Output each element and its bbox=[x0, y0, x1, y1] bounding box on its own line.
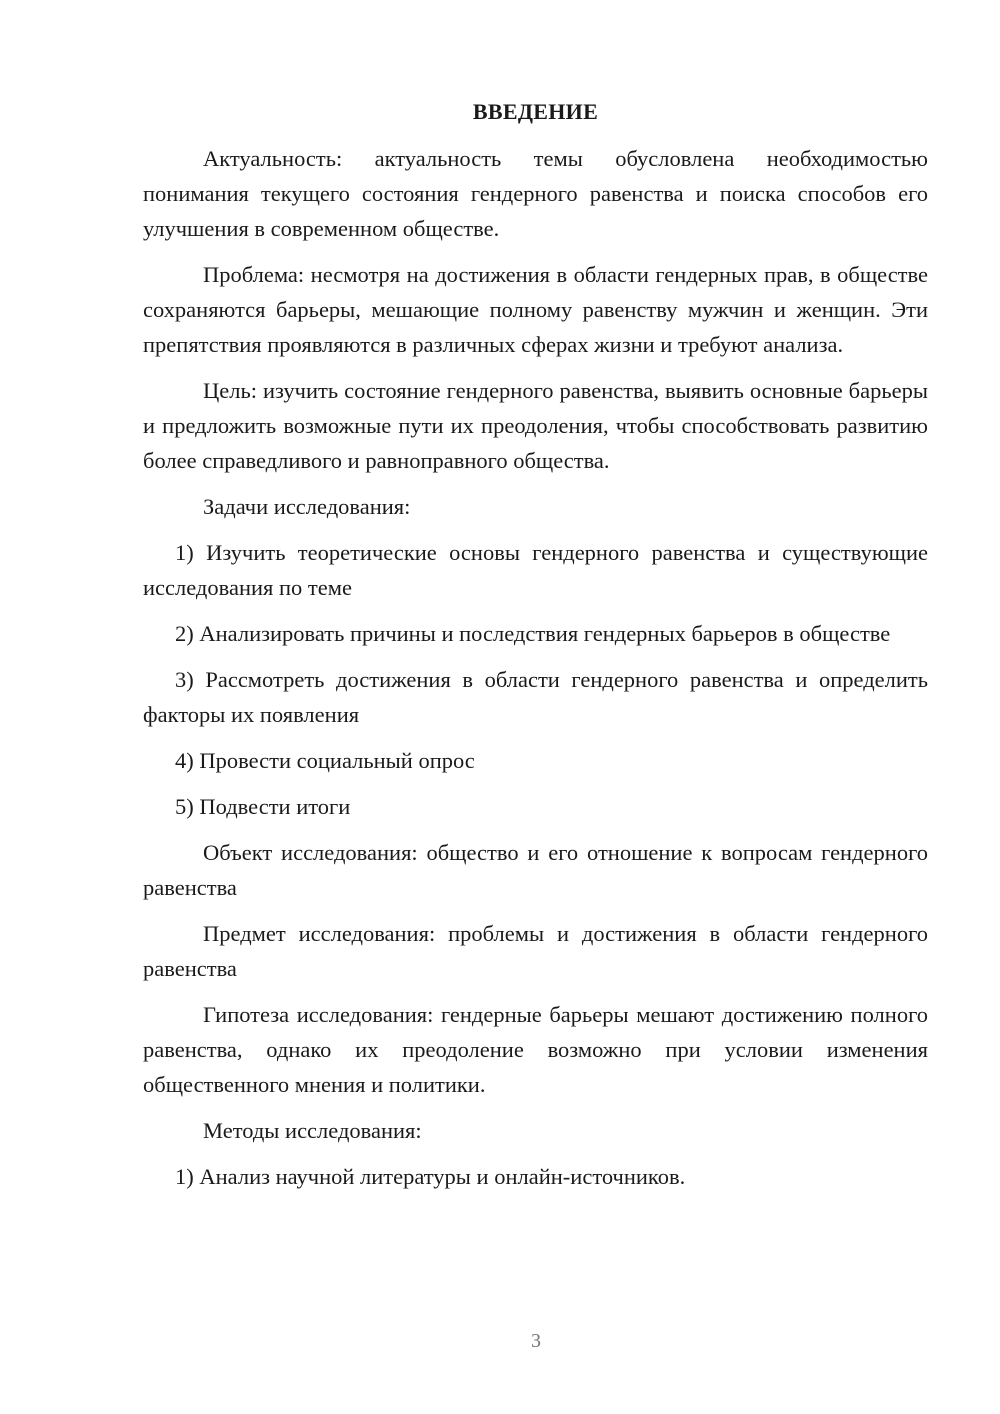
page-number: 3 bbox=[531, 1330, 541, 1352]
task-item-2: 2) Анализировать причины и последствия гендерных барьеров в обществе bbox=[175, 621, 891, 646]
object-paragraph: Объект исследования: общество и его отношение к вопросам гендерного равенства bbox=[143, 840, 928, 900]
task-item-4: 4) Провести социальный опрос bbox=[175, 748, 475, 773]
task-item-3: 3) Рассмотреть достижения в области гендерного равенства и определить факторы их появления bbox=[143, 667, 928, 727]
relevance-paragraph: Актуальность: актуальность темы обусловлена необходимостью понимания текущего состояния гендерного равенства и поиска способов его улучшения в современном обществе. bbox=[143, 146, 928, 241]
subject-paragraph: Предмет исследования: проблемы и достижения в области гендерного равенства bbox=[143, 921, 928, 981]
goal-paragraph: Цель: изучить состояние гендерного равенства, выявить основные барьеры и предложить возможные пути их преодоления, чтобы способствовать развитию более справедливого и равноправного общества. bbox=[143, 378, 928, 473]
tasks-title: Задачи исследования: bbox=[203, 494, 411, 519]
methods-title: Методы исследования: bbox=[203, 1118, 422, 1143]
task-item-5: 5) Подвести итоги bbox=[175, 794, 351, 819]
section-heading: ВВЕДЕНИЕ bbox=[472, 99, 599, 124]
hypothesis-paragraph: Гипотеза исследования: гендерные барьеры мешают достижению полного равенства, однако их преодоление возможно при условии изменения общественного мнения и политики. bbox=[143, 1002, 928, 1097]
page-content bbox=[143, 94, 928, 1205]
method-item-1: 1) Анализ научной литературы и онлайн-источников. bbox=[175, 1164, 686, 1189]
task-item-1: 1) Изучить теоретические основы гендерного равенства и существующие исследования по теме bbox=[143, 540, 928, 600]
problem-paragraph: Проблема: несмотря на достижения в области гендерных прав, в обществе сохраняются барьеры, мешающие полному равенству мужчин и женщин. Эти препятствия проявляются в различных сферах жизни и требуют анализа. bbox=[143, 262, 928, 357]
